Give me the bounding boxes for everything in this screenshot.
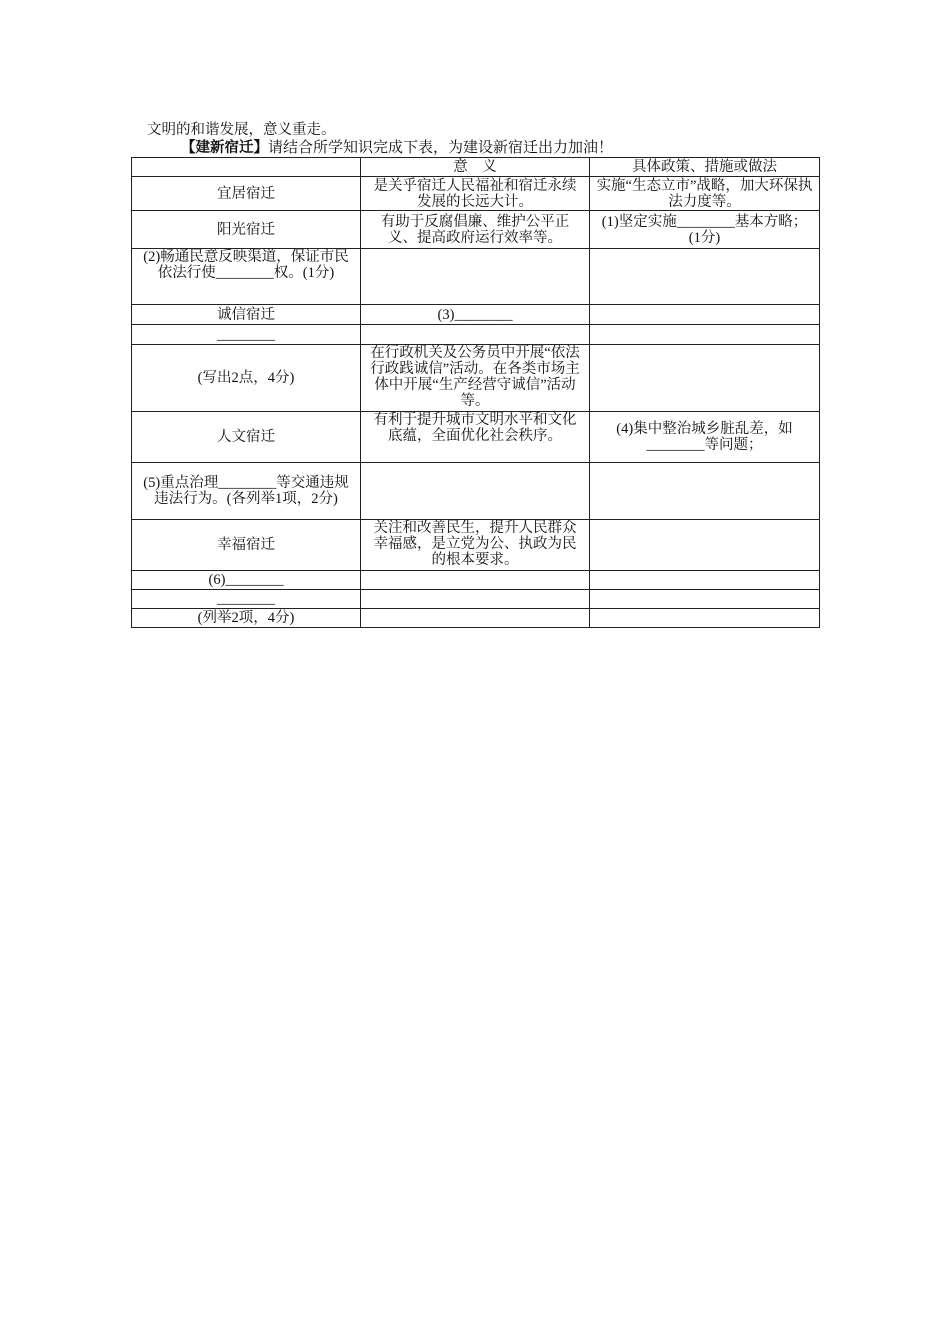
intro-text: 文明的和谐发展，意义重走。 <box>147 122 336 138</box>
meaning-cell: 在行政机关及公务员中开展“依法行政践诚信”活动。在各类市场主体中开展“生产经营守诚信”活动等。 <box>361 345 590 412</box>
row-label: 阳光宿迁 <box>132 211 361 249</box>
table-row <box>132 463 820 520</box>
row-label: 宜居宿迁 <box>132 177 361 211</box>
table-row <box>132 177 820 211</box>
table-row <box>132 345 820 412</box>
measure-cell <box>590 609 820 628</box>
table-row <box>132 305 820 325</box>
table-row <box>132 412 820 463</box>
meaning-cell <box>361 325 590 345</box>
row-label: 人文宿迁 <box>132 412 361 463</box>
fill-in-blank-2: (2)畅通民意反映渠道，保证市民依法行使________权。(1分) <box>132 249 361 305</box>
fill-in-blank-4: (4)集中整治城乡脏乱差，如________等问题； <box>590 412 820 463</box>
measure-cell <box>590 590 820 609</box>
meaning-cell <box>361 590 590 609</box>
row-label: 诚信宿迁 <box>132 305 361 325</box>
meaning-cell <box>361 463 590 520</box>
meaning-cell <box>361 609 590 628</box>
task-tag: 【建新宿迁】 <box>181 140 268 156</box>
measure-cell <box>590 571 820 590</box>
measure-cell <box>590 520 820 571</box>
score-note: (写出2点，4分) <box>132 345 361 412</box>
score-note: (列举2项，4分) <box>132 609 361 628</box>
task-instruction <box>181 140 613 157</box>
measure-cell: 实施“生态立市”战略，加大环保执法力度等。 <box>590 177 820 211</box>
fill-in-blank-6: (6)________ <box>132 571 361 590</box>
table-row <box>132 590 820 609</box>
fill-in-blank-5: (5)重点治理________等交通违规违法行为。(各列举1项，2分) <box>132 463 361 520</box>
meaning-cell: 关注和改善民生，提升人民群众幸福感，是立党为公、执政为民的根本要求。 <box>361 520 590 571</box>
blank-line: ________ <box>132 325 361 345</box>
table-row <box>132 211 820 249</box>
measure-cell <box>590 305 820 325</box>
table-row <box>132 520 820 571</box>
table-header-row <box>132 158 820 177</box>
row-label: 幸福宿迁 <box>132 520 361 571</box>
header-cell-measures: 具体政策、措施或做法 <box>590 158 820 177</box>
meaning-cell <box>361 571 590 590</box>
task-text: 请结合所学知识完成下表，为建设新宿迁出力加油！ <box>268 140 614 156</box>
table-row <box>132 249 820 305</box>
meaning-cell: 有利于提升城市文明水平和文化底蕴，全面优化社会秩序。 <box>361 412 590 463</box>
blank-line: ________ <box>132 590 361 609</box>
table-row <box>132 571 820 590</box>
measure-cell <box>590 463 820 520</box>
table-row <box>132 325 820 345</box>
xinsuqian-table <box>131 157 820 628</box>
meaning-cell: 有助于反腐倡廉、维护公平正义、提高政府运行效率等。 <box>361 211 590 249</box>
table-row <box>132 609 820 628</box>
meaning-cell <box>361 249 590 305</box>
measure-cell: (1)坚定实施________基本方略；(1分) <box>590 211 820 249</box>
header-cell-empty <box>132 158 361 177</box>
meaning-cell: 是关乎宿迁人民福祉和宿迁永续发展的长远大计。 <box>361 177 590 211</box>
header-cell-meaning: 意 义 <box>361 158 590 177</box>
fill-in-blank-3: (3)________ <box>361 305 590 325</box>
measure-cell <box>590 249 820 305</box>
measure-cell <box>590 345 820 412</box>
measure-cell <box>590 325 820 345</box>
